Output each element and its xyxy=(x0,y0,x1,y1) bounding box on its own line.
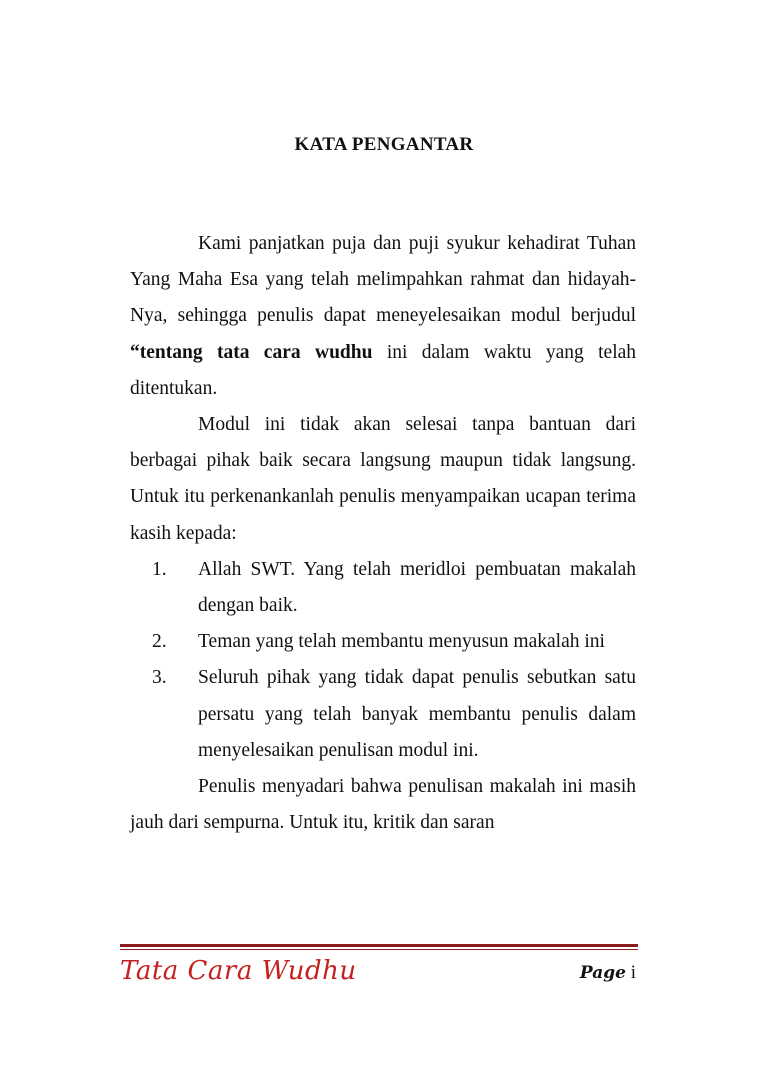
footer-running-title: Tata Cara Wudhu xyxy=(120,956,357,986)
page-label: Page xyxy=(579,963,626,983)
paragraph-intro-text: Kami panjatkan puja dan puji syukur kehadirat Tuhan Yang Maha Esa yang telah melimpahkan rahmat dan hidayah-Nya, sehingga penulis dapat meneyelesaikan modul berjudul xyxy=(130,233,636,327)
document-body xyxy=(130,226,636,841)
footer-divider-thick xyxy=(120,944,638,947)
page-number: i xyxy=(630,962,636,983)
list-item-number: 2. xyxy=(152,631,167,653)
list-item-number: 1. xyxy=(152,558,167,580)
paragraph-intro xyxy=(130,226,636,407)
page-title: KATA PENGANTAR xyxy=(294,134,474,155)
footer-page-number xyxy=(580,962,636,984)
list-item xyxy=(130,660,636,769)
list-item-text: Teman yang telah membantu menyusun makalah ini xyxy=(198,631,605,653)
paragraph-intro-end: ini dalam waktu yang telah ditentukan. xyxy=(130,341,637,399)
paragraph-closing: Penulis menyadari bahwa penulisan makalah ini masih jauh dari sempurna. Untuk itu, kritik dan saran xyxy=(130,776,636,834)
footer-divider-thin xyxy=(120,949,638,950)
thanks-list xyxy=(130,552,636,769)
module-title-bold: “tentang tata cara wudhu xyxy=(130,341,373,363)
list-item-number: 3. xyxy=(152,667,167,689)
list-item-text: Seluruh pihak yang tidak dapat penulis sebutkan satu persatu yang telah banyak membantu penulis dalam menyelesaikan penulisan modul ini. xyxy=(198,667,636,761)
list-item xyxy=(130,552,636,624)
paragraph-thanks: Modul ini tidak akan selesai tanpa bantuan dari berbagai pihak baik secara langsung maupun tidak langsung. Untuk itu perkenankanlah penulis menyampaikan ucapan terima kasih kepada: xyxy=(130,414,636,544)
list-item xyxy=(130,624,636,660)
list-item-text: Allah SWT. Yang telah meridloi pembuatan makalah dengan baik. xyxy=(198,558,636,617)
